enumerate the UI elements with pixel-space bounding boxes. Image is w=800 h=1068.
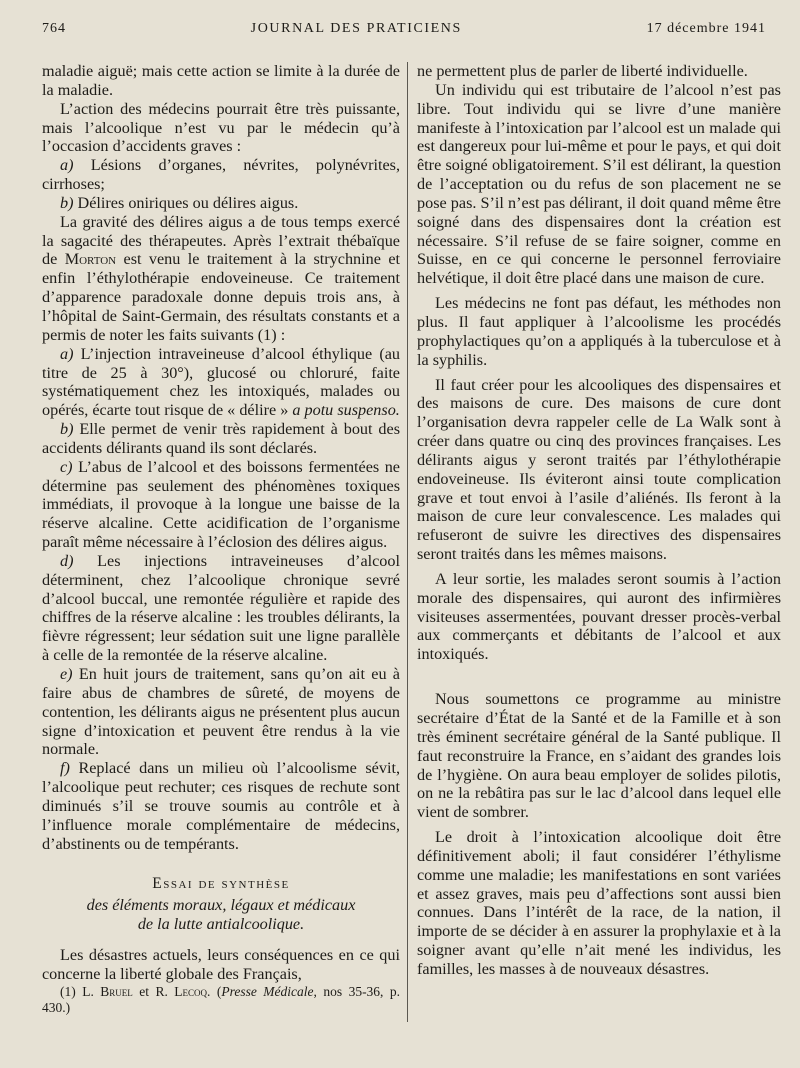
paragraph: Un individu qui est tributaire de l’alcool n’est pas libre. Tout individu qui se livre d’une manière manifeste à l’intoxication par l’alcool est un malade qui est dangereux pour lui-même et pour le pays, et qui doit être soigné obligatoirement. S’il est délirant, la question de l’acceptation ou du refus de son placement ne se pose pas. S’il n’est pas délirant, il doit quand même être soigné dans des dispensaires dont la création est nécessaire. S’il refuse de se faire soigner, comme en Suisse, en ce qui concerne le personnel ferroviaire helvétique, il doit être placé dans une maison de cure. — [417, 80, 781, 288]
author-name: Bruel — [100, 983, 133, 999]
paragraph — [42, 213, 400, 345]
journal-title: JOURNAL DES PRATICIENS — [250, 21, 462, 36]
text-run: . ( — [207, 983, 222, 999]
list-item — [42, 458, 400, 552]
list-item — [42, 665, 400, 759]
list-item — [42, 156, 400, 194]
text-run: est venu le traitement à la strychnine et enfin l’éthylothérapie endoveineuse. Ce traitement d’apparence paradoxale donne depuis trois ans, à l’hôpital de Saint-Germain, des résultats constants et a permis de noter les faits suivants (1) : — [42, 250, 401, 344]
author-name: Morton — [64, 250, 117, 269]
item-text: Elle permet de venir très rapidement à bout des accidents délirants quand ils sont déclarés. — [42, 420, 400, 457]
footnote — [42, 984, 400, 1016]
item-label: b) — [60, 193, 74, 212]
section-subtitle: des éléments moraux, légaux et médicaux — [86, 896, 356, 915]
paragraph: Nous soumettons ce programme au ministre secrétaire d’État de la Santé et de la Famille et à son très éminent secrétaire général de la Santé publique. Il faut reconstruire la France, en s’aidant des grandes lois de l’hygiène. On aura beau employer de solides pilotis, on ne la rebâtira pas sur le lac d’alcool dans lequel elle vient de sombrer. — [417, 690, 781, 822]
paragraph: L’action des médecins pourrait être très puissante, mais l’alcoolique n’est vu par le médecin qu’à l’occasion d’accidents graves : — [42, 99, 400, 156]
text-run: La gravité des délires aigus a de tous temps exercé la sagacité des thérapeutes. Après l’extrait thébaïque de — [42, 212, 400, 269]
item-text: L’abus de l’alcool et des boissons fermentées ne détermine pas seulement des phénomènes toxiques immédiats, il provoque à la longue une baisse de la réserve alcaline. Cette acidification de l’organisme paraît même nécessaire à l’éclosion des délires aigus. — [42, 457, 400, 552]
text-run: (1) L. — [60, 983, 101, 999]
paragraph: ne permettent plus de parler de liberté individuelle. — [417, 62, 748, 80]
paragraph: Les médecins ne font pas défaut, les méthodes non plus. Il faut appliquer à l’alcoolisme les procédés prophylactiques qu’on a appliqués à la tuberculose et à la syphilis. — [417, 294, 781, 369]
item-text: Délires oniriques ou délires aigus. — [73, 193, 299, 212]
text-run: , nos 35-36, p. 430.) — [42, 983, 401, 1015]
item-label: e) — [60, 665, 73, 683]
right-column — [417, 62, 781, 979]
item-label: b) — [60, 420, 74, 439]
latin-phrase: a potu suspenso. — [292, 401, 400, 420]
list-item — [42, 194, 400, 213]
page-header — [42, 18, 766, 40]
list-item — [42, 759, 400, 853]
page-number: 764 — [42, 21, 66, 36]
item-text: Lésions d’organes, névrites, polynévrites, cirrhoses; — [42, 156, 400, 194]
section-title: Essai de synthèse — [152, 875, 290, 893]
item-text: Replacé dans un milieu où l’alcoolisme sévit, l’alcoolique peut rechuter; ces risques de rechute sont diminués s’il se trouve soumis au contrôle et à l’influence morale complémentaire de médecins, d’abstinents ou de tempérants. — [42, 759, 400, 853]
text-run: et R. — [132, 983, 175, 999]
section-subtitle: de la lutte antialcoolique. — [137, 915, 305, 934]
item-label: d) — [60, 551, 74, 570]
journal-name: Presse Médicale — [221, 983, 314, 999]
item-label: c) — [60, 457, 73, 476]
item-text: En huit jours de traitement, sans qu’on ait eu à faire abus de chambres de sûreté, de moyens de contention, les délirants aigus ne présentent plus aucun signe d’intoxication et peuvent être rendus à la vie normale. — [42, 665, 400, 759]
paragraph: Il faut créer pour les alcooliques des dispensaires et des maisons de cure. Des maisons de cure dont l’organisation devra rappeler celle de La Walk sont à créer dans quatre ou cinq des provinces françaises. Les délirants aigus y seront traités par l’éthylothérapie endoveineuse. Ils éviteront ainsi toute complication grave et tout envoi à l’asile d’aliénés. Ils feront à la maison de cure leur convalescence. Les malades qui refuseront de suivre les directives des dispensaires seront traités dans les mêmes maisons. — [417, 375, 781, 564]
column-divider — [407, 62, 408, 1022]
item-text: L’injection intraveineuse d’alcool éthylique (au titre de 25 à 30°), glucosé ou chloruré, faite systématiquement chez les intoxiqués, malades ou opérés, écarte tout risque de « délire » — [42, 344, 400, 420]
issue-date: 17 décembre 1941 — [646, 21, 766, 36]
list-item — [42, 345, 400, 420]
item-label: f) — [60, 759, 70, 778]
paragraph: A leur sortie, les malades seront soumis à l’action morale des dispensaires, qui auront des infirmières visiteuses assermentées, pouvant dresser procès-verbal aux commerçants et débitants de l’alcool et aux intoxiqués. — [417, 569, 781, 664]
paragraph: maladie aiguë; mais cette action se limite à la durée de la maladie. — [42, 62, 400, 99]
left-column — [42, 62, 400, 1016]
list-item — [42, 420, 400, 458]
author-name: Lecoq — [174, 983, 208, 999]
paragraph: Le droit à l’intoxication alcoolique doit être définitivement aboli; il faut considérer l’éthylisme comme une maladie; les manifestations en sont variées et assez graves, mais peu d’affections sont aussi bien connues. Dans l’intérêt de la race, de la nation, il importe de se décider à en assurer la prophylaxie et à la soigner avant qu’elle n’ait mené les individus, les familles, les masses à de nouveaux désastres. — [417, 828, 781, 978]
item-label: a) — [60, 344, 74, 363]
item-text: Les injections intraveineuses d’alcool déterminent, chez l’alcoolique chronique sevré d’alcool buccal, une remontée régulière et rapide des chiffres de la réserve alcaline : les troubles délirants, la fièvre régressent; leur sédation suit une ligne parallèle à celle de la remontée de la réserve alcaline. — [42, 551, 400, 665]
list-item — [42, 552, 400, 665]
paragraph: Les désastres actuels, leurs conséquences en ce qui concerne la liberté globale des Français, — [42, 945, 400, 983]
item-label: a) — [60, 156, 74, 175]
